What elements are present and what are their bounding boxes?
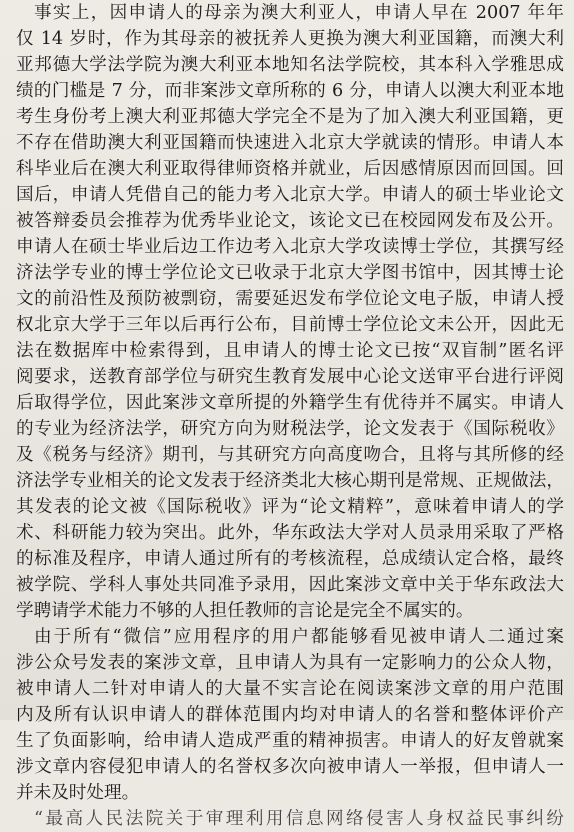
text-line: 生了负面影响，给申请人造成严重的精神损害。申请人的好友曾就案	[16, 731, 564, 751]
text-line: 术、科研能力较为突出。此外，华东政法大学对人员录用采取了严格	[16, 523, 564, 543]
text-line: 后取得学位，因此案涉文章所提的外籍学生有优待并不属实。申请人	[16, 393, 564, 413]
text-line: 涉文章内容侵犯申请人的名誉权多次向被申请人一举报，但申请人一	[16, 757, 564, 777]
text-line: “最高人民法院关于审理利用信息网络侵害人身权益民事纠纷	[34, 809, 564, 829]
text-line: 科毕业后在澳大利亚取得律师资格并就业，后因感情原因而回国。回	[16, 159, 564, 179]
text-line: 并未及时处理。	[16, 783, 140, 803]
text-line: 学聘请学术能力不够的人担任教师的言论是完全不属实的。	[16, 601, 474, 621]
text-line: 不存在借助澳大利亚国籍而快速进入北京大学就读的情形。申请人本	[16, 133, 564, 153]
text-line: 被答辩委员会推荐为优秀毕业论文，该论文已在校园网发布及公开。	[16, 211, 564, 231]
text-line: 的专业为经济法学，研究方向为财税法学，论文发表于《国际税收》	[16, 419, 564, 439]
text-line: 被申请人二针对申请人的大量不实言论在阅读案涉文章的用户范围	[16, 679, 564, 699]
text-line: 内及所有认识申请人的群体范围内均对申请人的名誉和整体评价产	[16, 705, 564, 725]
text-line: 亚邦德大学法学院为澳大利亚本地知名法学院校，其本科入学雅思成	[16, 55, 564, 75]
text-line: 被学院、学科人事处共同准予录用，因此案涉文章中关于华东政法大	[16, 575, 564, 595]
text-line: 申请人在硕士毕业后边工作边考入北京大学攻读博士学位，其撰写经	[16, 237, 564, 257]
text-line: 文的前沿性及预防被剽窃，需要延迟发布学位论文电子版，申请人授	[16, 289, 564, 309]
text-line: 济法学专业相关的论文发表于经济类北大核心期刊是常规、正规做法，	[16, 471, 564, 491]
text-line: 法在数据库中检索得到，且申请人的博士论文已按“双盲制”匿名评	[16, 341, 564, 361]
text-line: 涉公众号发表的案涉文章，且申请人为具有一定影响力的公众人物，	[16, 653, 564, 673]
text-line: 国后，申请人凭借自己的能力考入北京大学。申请人的硕士毕业论文	[16, 185, 564, 205]
text-line: 仅 14 岁时，作为其母亲的被抚养人更换为澳大利亚国籍，而澳大利	[16, 29, 564, 49]
text-line: 由于所有“微信”应用程序的用户都能够看见被申请人二通过案	[34, 627, 564, 647]
text-line: 阅要求，送教育部学位与研究生教育发展中心论文送审平台进行评阅	[16, 367, 564, 387]
text-line: 其发表的论文被《国际税收》评为“论文精粹”，意味着申请人的学	[16, 497, 564, 517]
text-line: 绩的门槛是 7 分，而非案涉文章所称的 6 分，申请人以澳大利亚本地	[16, 81, 564, 101]
text-line: 权北京大学于三年以后再行公布，目前博士学位论文未公开，因此无	[16, 315, 564, 335]
text-line: 的标准及程序，申请人通过所有的考核流程，总成绩认定合格，最终	[16, 549, 564, 569]
text-line: 济法学专业的博士学位论文已收录于北京大学图书馆中，因其博士论	[16, 263, 564, 283]
text-line: 考生身份考上澳大利亚邦德大学完全不是为了加入澳大利亚国籍，更	[16, 107, 564, 127]
text-line: 及《税务与经济》期刊，与其研究方向高度吻合，且将与其所修的经	[16, 445, 564, 465]
text-line: 事实上，因申请人的母亲为澳大利亚人，申请人早在 2007 年年	[34, 3, 564, 23]
